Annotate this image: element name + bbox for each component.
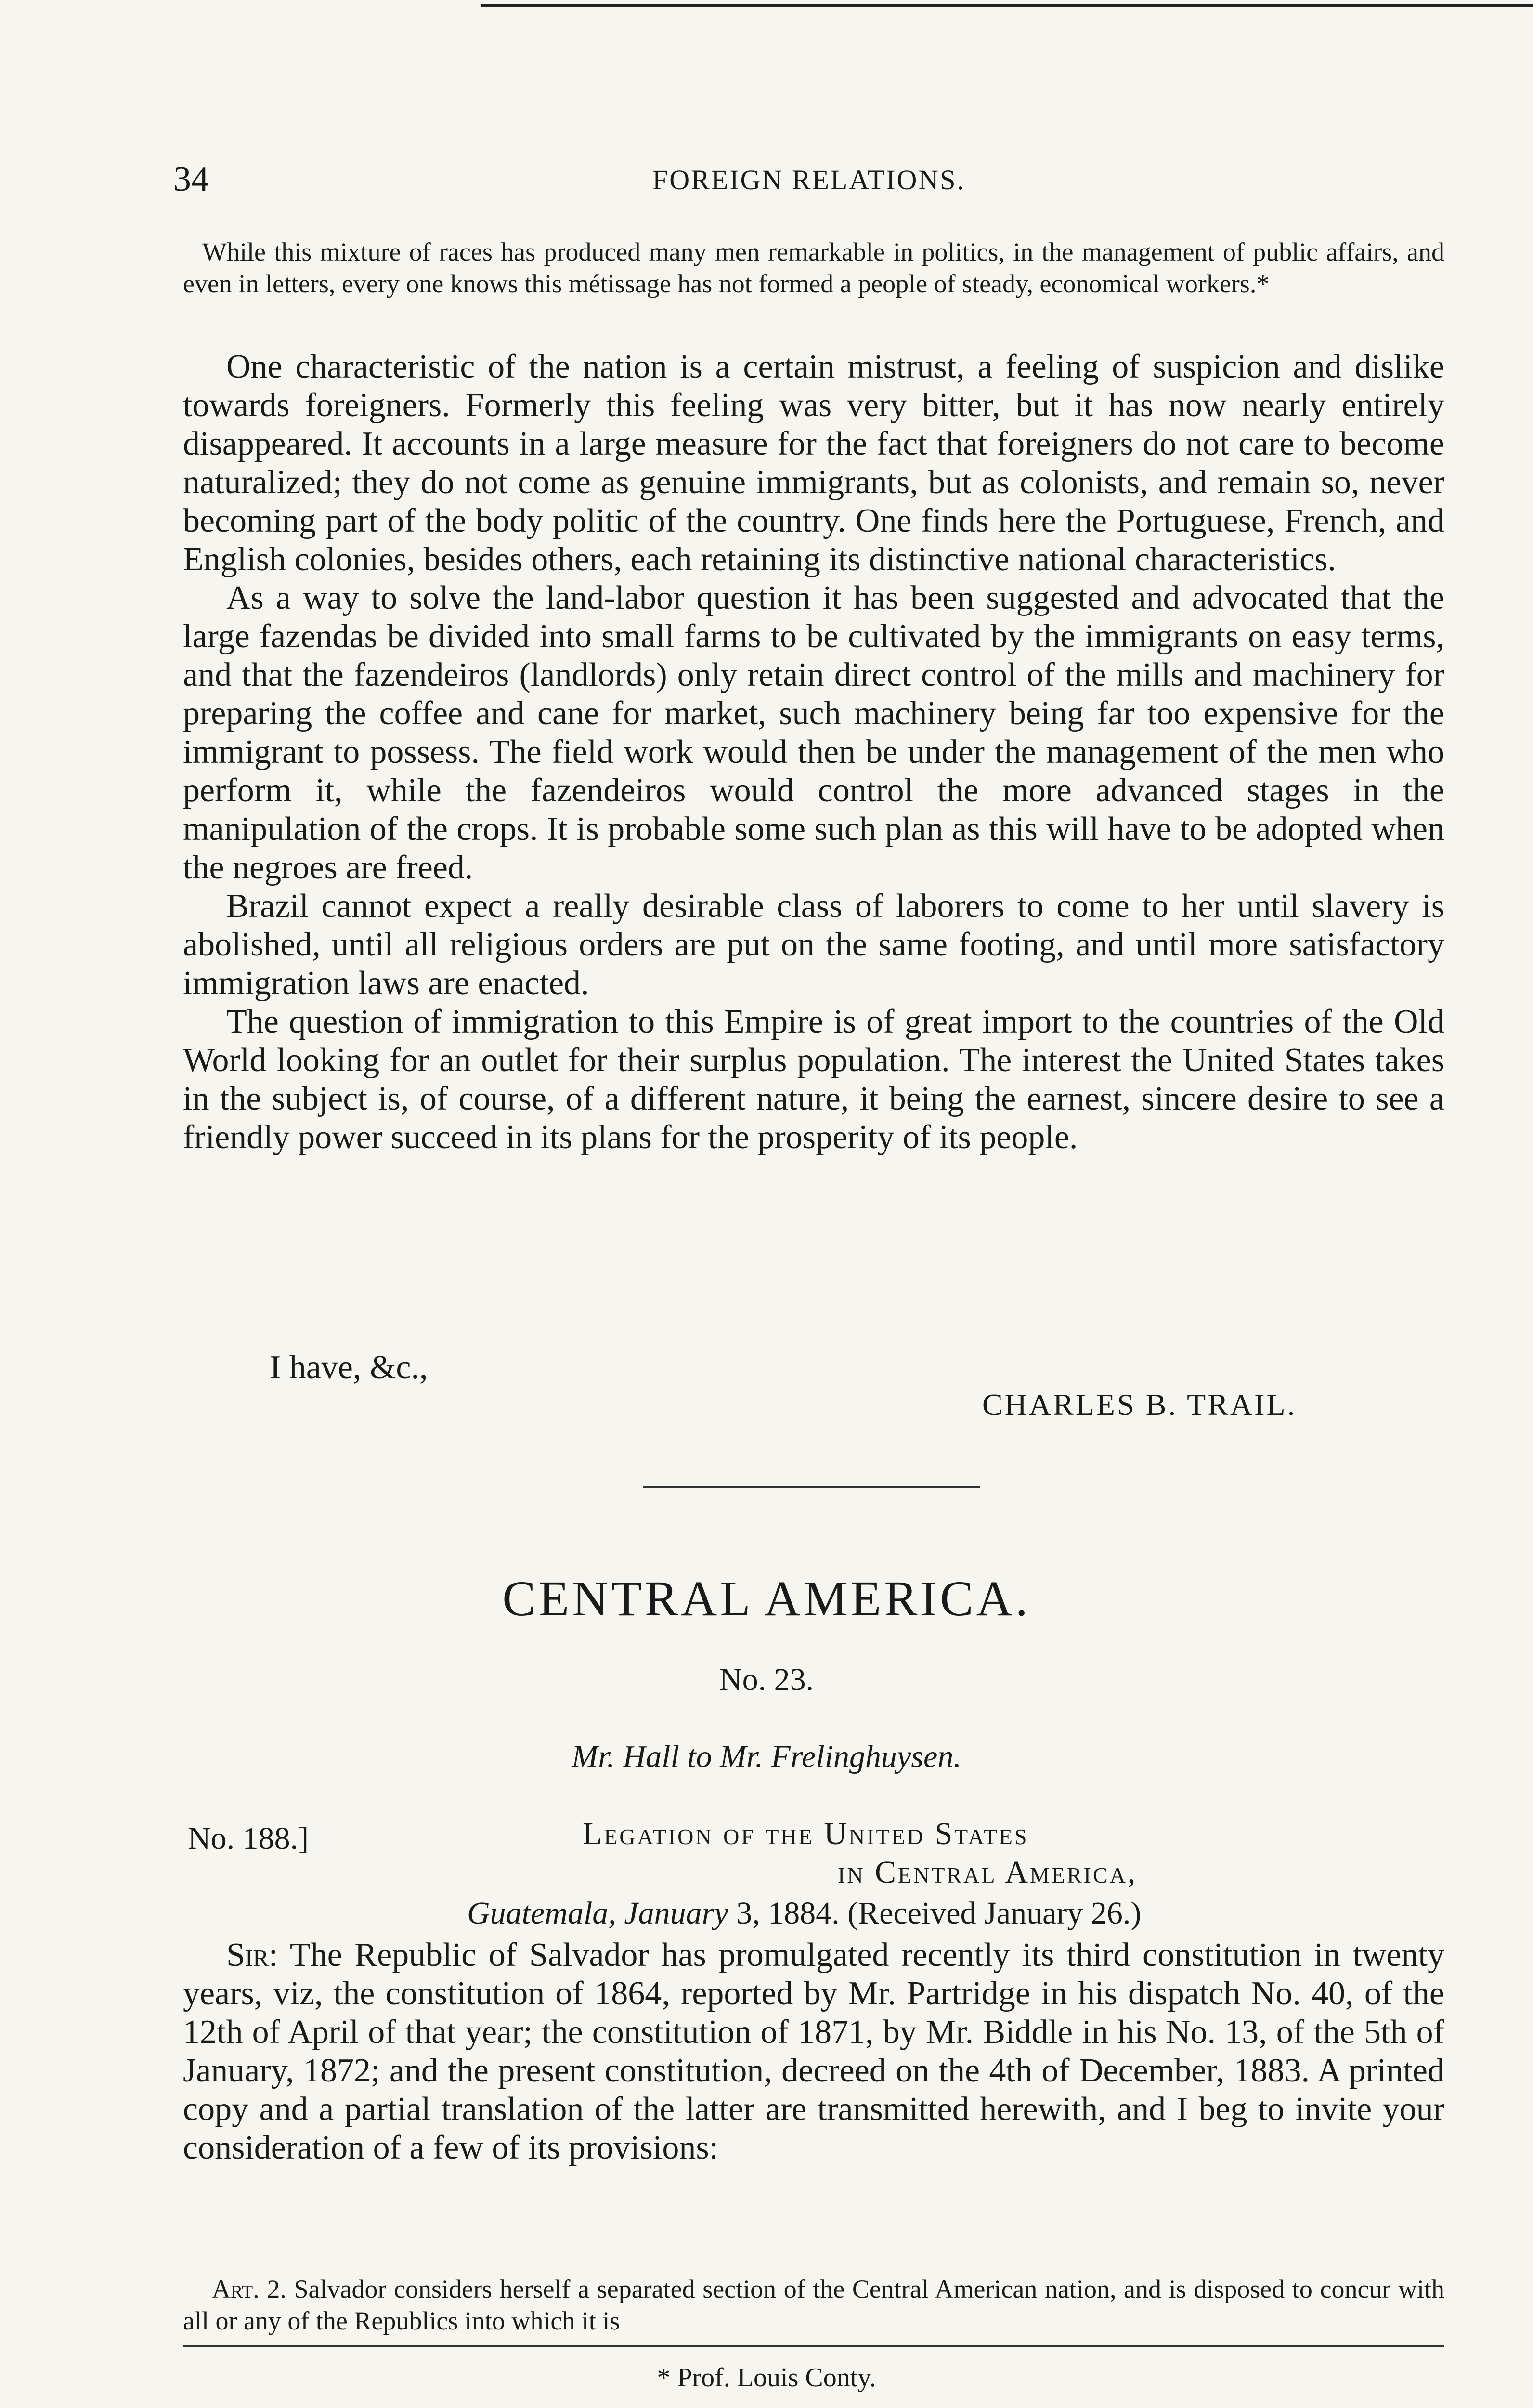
- footnote: * Prof. Louis Conty.: [657, 2363, 876, 2393]
- running-head: FOREIGN RELATIONS.: [652, 164, 966, 196]
- page-header: [173, 159, 1444, 207]
- legation-address-line2: in Central America,: [838, 1855, 1138, 1890]
- body-paragraphs: [183, 348, 1444, 1157]
- paragraph: The question of immigration to this Empire is of great import to the countries of the Old World looking for an outlet for their surplus population. The interest the United States takes in the subject is, of course, of a different nature, it being the earnest, sincere desire to see a friendly power succeed in its plans for the prosperity of its people.: [183, 1003, 1444, 1156]
- top-border-rule: [481, 4, 1533, 7]
- article-excerpt: [183, 2273, 1444, 2337]
- paragraph: Brazil cannot expect a really desirable class of laborers to come to her until slavery is abolished, until all religious orders are put on the same footing, and until more satisfactory immigration laws are enacted.: [183, 888, 1444, 1002]
- section-divider: [643, 1486, 980, 1488]
- footnote-rule: [183, 2345, 1444, 2347]
- dateline: [467, 1895, 1141, 1932]
- paragraph: One characteristic of the nation is a certain mistrust, a feeling of suspicion and dislike towards foreigners. Formerly this feeling was very bitter, but it has now nearly entirely disappeared. It accounts in a large measure for the fact that foreigners do not care to become naturalized; they do not come as genuine immigrants, but as colonists, and remain so, never becoming part of the body politic of the country. One finds here the Portuguese, French, and English colonies, besides others, each retaining its distinctive national characteristics.: [183, 348, 1444, 578]
- letter-body: [183, 1936, 1444, 2167]
- dateline-date: 3, 1884. (Received January 26.): [736, 1896, 1142, 1931]
- closing-phrase: I have, &c.,: [270, 1349, 428, 1386]
- quoted-passage: While this mixture of races has produced many men remarkable in politics, in the management of public affairs, and even in letters, every one knows this métissage has not formed a people of steady, economical workers.*: [183, 237, 1444, 298]
- page-number: 34: [173, 159, 209, 199]
- article-text: Salvador considers herself a separated section of the Central American nation, and is disposed to concur with all or any of the Republics into which it is: [183, 2275, 1444, 2335]
- letter-text: : The Republic of Salvador has promulgated recently its third constitution in twenty years, viz, the constitution of 1864, reported by Mr. Partridge in his dispatch No. 40, of the 12th of April of that year; the constitution of 1871, by Mr. Biddle in his No. 13, of the 5th of January, 1872; and the present constitution, decreed on the 4th of December, 1883. A printed copy and a partial translation of the latter are transmitted herewith, and I beg to invite your consideration of a few of its provisions:: [183, 1937, 1444, 2166]
- letter-paragraph: [183, 1936, 1444, 2167]
- dispatch-heading: Mr. Hall to Mr. Frelinghuysen.: [572, 1739, 961, 1774]
- reference-number: No. 188.]: [188, 1821, 309, 1856]
- signature: CHARLES B. TRAIL.: [982, 1387, 1297, 1422]
- section-title: CENTRAL AMERICA.: [502, 1571, 1031, 1626]
- document-number: No. 23.: [719, 1662, 814, 1697]
- salutation: Sir: [226, 1937, 269, 1974]
- paragraph: As a way to solve the land-labor question it has been suggested and advocated that the large fazendas be divided into small farms to be cultivated by the immigrants on easy terms, and that the fazendeiros (landlords) only retain direct control of the mills and machinery for preparing the coffee and cane for market, such machinery being far too expensive for the immigrant to possess. The field work would then be under the management of the men who perform it, while the fazendeiros would control the more advanced stages in the manipulation of the crops. It is probable some such plan as this will have to be adopted when the negroes are freed.: [183, 579, 1444, 886]
- dateline-place: Guatemala, January: [467, 1896, 728, 1931]
- article-label: Art. 2.: [212, 2275, 286, 2303]
- legation-address-line1: Legation of the United States: [583, 1816, 1029, 1851]
